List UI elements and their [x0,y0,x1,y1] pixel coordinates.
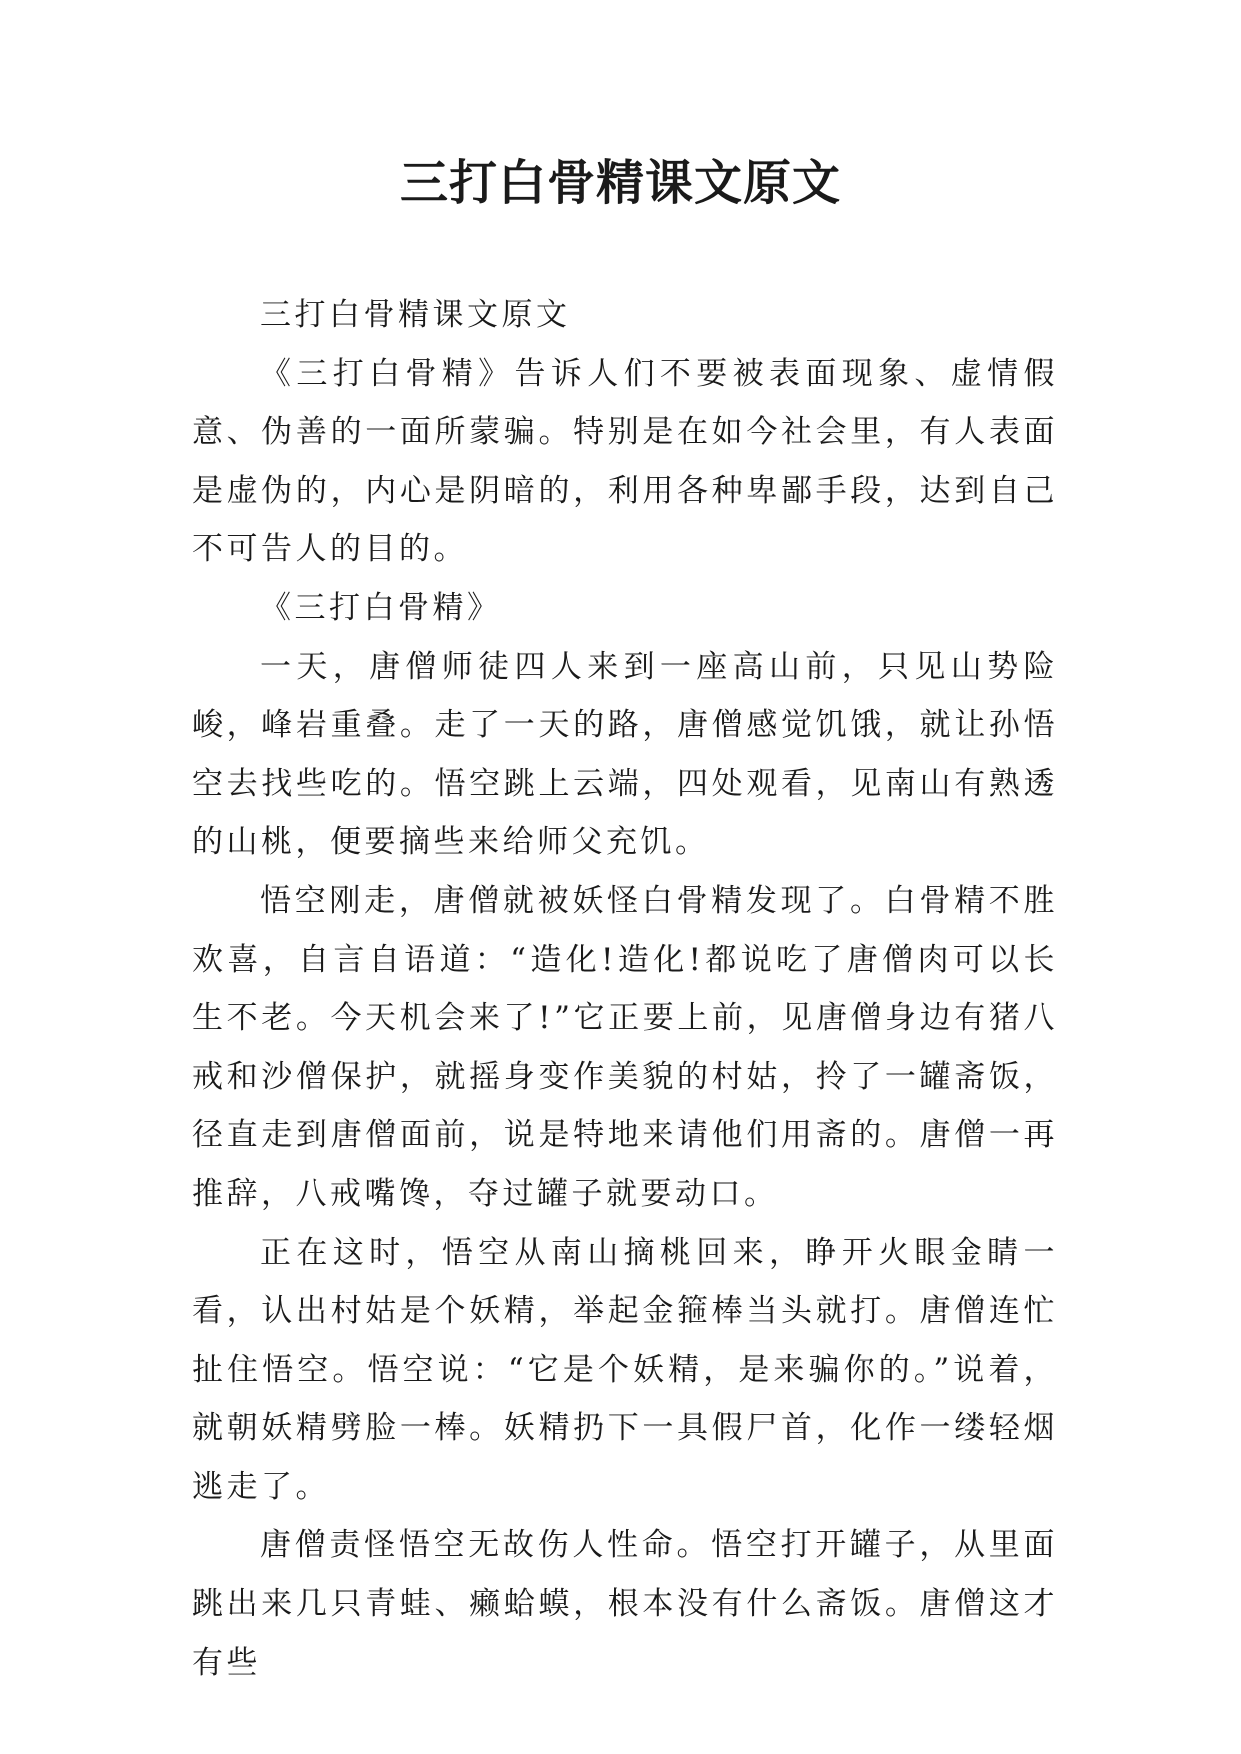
paragraph-subtitle: 三打白骨精课文原文 [260,297,571,333]
paragraph-story-4: 唐僧责怪悟空无故伤人性命。悟空打开罐子，从里面跳出来几只青蛙、癞蛤蟆，根本没有什么斋饭。唐僧这才有些 [192,1527,1058,1681]
paragraph-story-1: 一天，唐僧师徒四人来到一座高山前，只见山势险峻，峰岩重叠。走了一天的路，唐僧感觉饥饿，就让孙悟空去找些吃的。悟空跳上云端，四处观看，见南山有熟透的山桃，便要摘些来给师父充饥。 [192,648,1058,861]
document-title: 三打白骨精课文原文 [399,155,841,211]
document-body [192,286,1058,1692]
paragraph-intro: 《三打白骨精》告诉人们不要被表面现象、虚情假意、伪善的一面所蒙骗。特别是在如今社会里，有人表面是虚伪的，内心是阴暗的，利用各种卑鄙手段，达到自己不可告人的目的。 [192,355,1058,568]
paragraph-story-heading: 《三打白骨精》 [260,589,502,626]
paragraph-story-2: 悟空刚走，唐僧就被妖怪白骨精发现了。白骨精不胜欢喜，自言自语道：“造化!造化!都说吃了唐僧肉可以长生不老。今天机会来了!”它正要上前，见唐僧身边有猪八戒和沙僧保护，就摇身变作美貌的村姑，拎了一罐斋饭，径直走到唐僧面前，说是特地来请他们用斋的。唐僧一再推辞，八戒嘴馋，夺过罐子就要动口。 [192,882,1058,1212]
paragraph-story-3: 正在这时，悟空从南山摘桃回来，睁开火眼金睛一看，认出村姑是个妖精，举起金箍棒当头就打。唐僧连忙扯住悟空。悟空说：“它是个妖精，是来骗你的。”说着，就朝妖精劈脸一棒。妖精扔下一具假尸首，化作一缕轻烟逃走了。 [192,1234,1058,1505]
